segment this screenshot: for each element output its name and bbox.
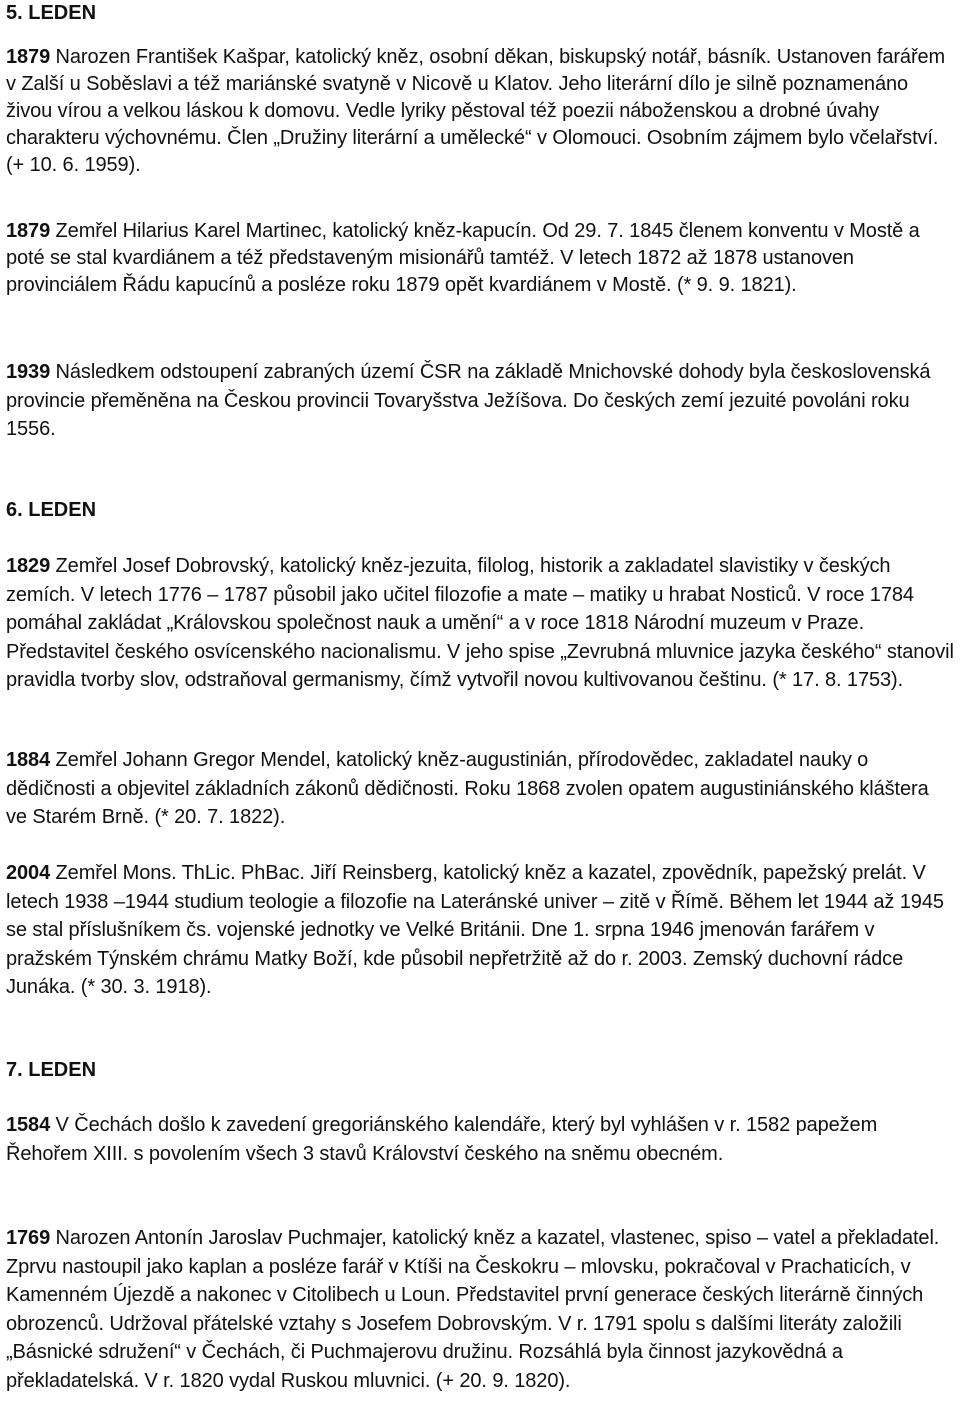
entry-year: 1584 (6, 1114, 51, 1136)
entry-text: Následkem odstoupení zabraných území ČSR na základě Mnichovské dohody byla československá provincie přeměněna na Českou provincii Tovaryšstva Ježíšova. Do českých zemí jezuité povoláni roku 1556. (6, 361, 931, 440)
entry-paragraph (6, 1111, 954, 1168)
entry-text: Narozen Antonín Jaroslav Puchmajer, katolický kněz a kazatel, vlastenec, spiso – vatel a překladatel. Zprvu nastoupil jako kaplan a posléze farář v Ktíši na Českokru – mlovsku, pokračoval v Prachaticích, v Kamenném Újezdě a nakonec v Citolibech u Loun. Představitel první generace českých literárně činných obrozenců. Udržoval přátelské vztahy s Josefem Dobrovským. V r. 1791 spolu s dalšími literáty založili „Básnické sdružení“ v Čechách, či Puchmajerovu družinu. Rozsáhlá byla činnost jazykovědná a překladatelská. V r. 1820 vydal Ruskou mluvnici. (+ 20. 9. 1820). (6, 1227, 940, 1392)
entry-text: V Čechách došlo k zavedení gregoriánského kalendáře, který byl vyhlášen v r. 1582 papežem Řehořem XIII. s povolením všech 3 stavů Království českého na sněmu obecném. (6, 1114, 878, 1165)
entry-text: Zemřel Johann Gregor Mendel, katolický kněz-augustinián, přírodovědec, zakladatel nauky o dědičnosti a objevitel základních zákonů dědičnosti. Roku 1868 zvolen opatem augustiniánského kláštera ve Starém Brně. (* 20. 7. 1822). (6, 749, 929, 828)
entry-text: Narozen František Kašpar, katolický kněz, osobní děkan, biskupský notář, básník. Ustanoven farářem v Zalší u Soběslavi a též mariánské svatyně v Nicově u Klatov. Jeho literární dílo je silně poznamenáno živou vírou a velkou láskou k domovu. Vedle lyriky pěstoval též poezii náboženskou a drobné úvahy charakteru výchovnému. Člen „Družiny literární a umělecké“ v Olomouci. Osobním zájmem bylo včelařství. (+ 10. 6. 1959). (6, 46, 946, 176)
entry-text: Zemřel Josef Dobrovský, katolický kněz-jezuita, filolog, historik a zakladatel slavistiky v českých zemích. V letech 1776 – 1787 působil jako učitel filozofie a mate – matiky u hrabat Nosticů. V roce 1784 pomáhal zakládat „Královskou společnost nauk a umění“ a v roce 1818 Národní muzeum v Praze. Představitel českého osvícenského nacionalismu. V jeho spise „Zevrubná mluvnice jazyka českého“ stanovil pravidla tvorby slov, odstraňoval germanismy, čímž vytvořil novou kultivovanou češtinu. (* 17. 8. 1753). (6, 555, 954, 691)
entry-year: 1829 (6, 555, 51, 577)
entry-text: Zemřel Mons. ThLic. PhBac. Jiří Reinsberg, katolický kněz a kazatel, zpovědník, papežský prelát. V letech 1938 –1944 studium teologie a filozofie na Lateránské univer – zitě v Římě. Během let 1944 až 1945 se stal příslušníkem čs. vojenské jednotky ve Velké Británii. Dne 1. srpna 1946 jmenován farářem v pražském Týnském chrámu Matky Boží, kde působil nepřetržitě až do r. 2003. Zemský duchovní rádce Junáka. (* 30. 3. 1918). (6, 862, 944, 998)
entry-paragraph (6, 859, 954, 1002)
section-heading: 7. LEDEN (6, 1059, 97, 1081)
entry-paragraph (6, 44, 954, 179)
entry-paragraph (6, 552, 954, 695)
section-heading: 5. LEDEN (6, 2, 97, 24)
entry-text: Zemřel Hilarius Karel Martinec, katolický kněz-kapucín. Od 29. 7. 1845 členem konventu v Mostě a poté se stal kvardiánem a též představeným misionářů tamtéž. V letech 1872 až 1878 ustanoven provinciálem Řádu kapucínů a posléze roku 1879 opět kvardiánem v Mostě. (* 9. 9. 1821). (6, 220, 920, 296)
entry-year: 1769 (6, 1227, 51, 1249)
entry-paragraph (6, 746, 954, 832)
entry-year: 1879 (6, 46, 51, 68)
entry-paragraph (6, 218, 954, 299)
entry-year: 1879 (6, 220, 51, 242)
entry-paragraph (6, 1224, 954, 1395)
entry-year: 2004 (6, 862, 51, 884)
entry-paragraph (6, 358, 954, 444)
entry-year: 1884 (6, 749, 51, 771)
entry-year: 1939 (6, 361, 51, 383)
section-heading: 6. LEDEN (6, 499, 97, 521)
